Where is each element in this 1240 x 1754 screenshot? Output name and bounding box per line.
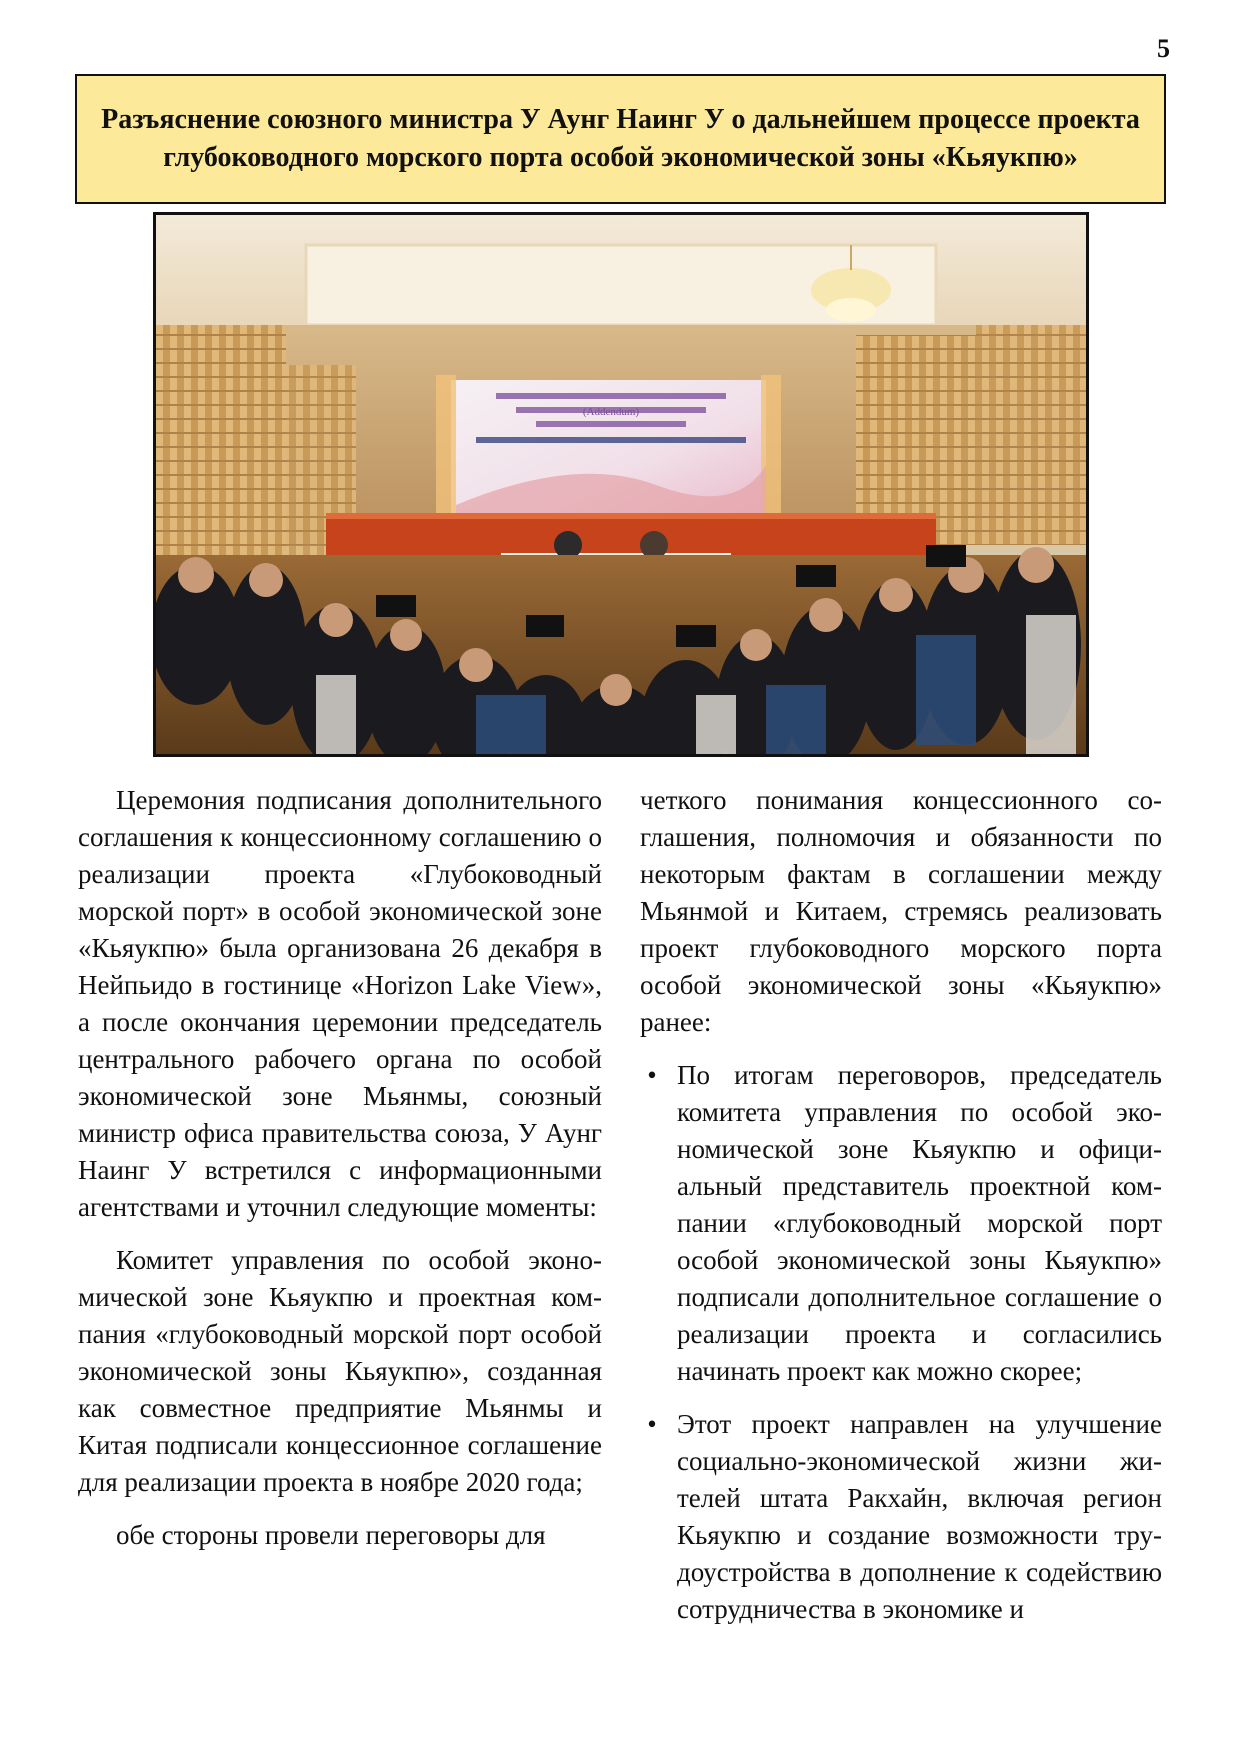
banner-text: (Addendum): [582, 406, 640, 418]
right-column: [640, 782, 1162, 1644]
list-item: [640, 1057, 1162, 1390]
list-item: [640, 1406, 1162, 1628]
bullet-icon: •: [647, 1060, 657, 1090]
press-conference-photo: [153, 212, 1089, 757]
list-item-text: По итогам переговоров, председатель комитета управления по особой экономической зоне Кьяукпю и официальный представитель проектной компании «глубоководный морской порт особой экономической зоны Кьяукпю» подписали дополнительное соглашение о реализации проекта и согласились начинать проект как можно скорее;: [677, 1060, 1162, 1386]
paragraph: Комитет управления по особой экономической зоне Кьяукпю и проектная компания «глубоководный морской порт особой экономической зоны Кьяукпю», созданная как совместное предприятие Мьянмы и Китая подписали концессионное соглашение для реализации проекта в ноябре 2020 года;: [78, 1245, 602, 1497]
paragraph: Церемония подписания дополнительного соглашения к концессионному соглашению о реализации проекта «Глубоководный морской порт» в особой экономической зоне «Кьяукпю» была организована 26 декабря в Нейпьидо в гостинице «Horizon Lake View», а после окончания церемонии председатель центрального рабочего органа по особой экономической зоне Мьянмы, союзный министр офиса правительства союза, У Аунг Наинг У встретился с информационными агентствами и уточнил следующие моменты:: [78, 785, 602, 1222]
paragraph: обе стороны провели переговоры для: [116, 1520, 546, 1550]
bullet-icon: •: [647, 1409, 657, 1439]
left-column: [78, 782, 602, 1570]
article-title: Разъяснение союзного министра У Аунг Наинг У о дальнейшем процессе проекта глубоководного морского порта особой экономической зоны «Кьяукпю»: [101, 104, 1140, 173]
page-number: 5: [1157, 34, 1170, 63]
bullet-list: [640, 1057, 1162, 1628]
photo-illustration: [156, 215, 1086, 754]
title-box: [75, 74, 1166, 204]
list-item-text: Этот проект направлен на улучшение социально-экономической жизни жителей штата Ракхайн, включая регион Кьяукпю и создание возможности трудоустройства в дополнение к содействию сотрудничества в экономике и: [677, 1409, 1162, 1624]
paragraph: четкого понимания концессионного соглашения, полномочия и обязанности по некоторым фактам в соглашении между Мьянмой и Китаем, стремясь реализовать проект глубоководного морского порта особой экономической зоны «Кьяукпю» ранее:: [640, 785, 1162, 1037]
